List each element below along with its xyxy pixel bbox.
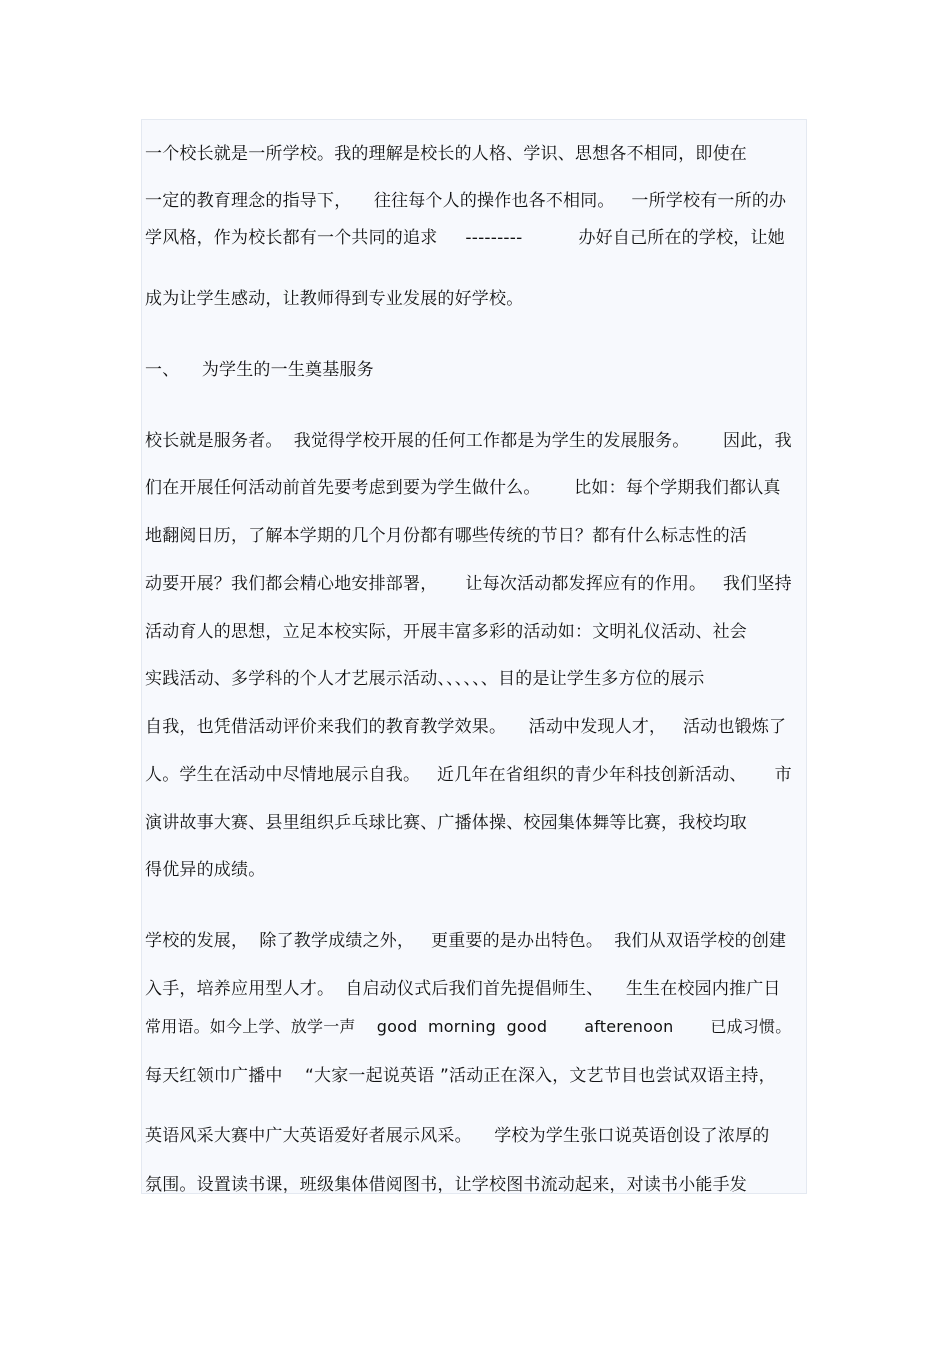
text-line: 地翻阅日历，了解本学期的几个月份都有哪些传统的节日？都有什么标志性的活 [145, 526, 747, 546]
section-heading: 一、 为学生的一生奠基服务 [145, 360, 374, 380]
text-line: 一个校长就是一所学校。我的理解是校长的人格、学识、思想各不相同，即使在 [145, 144, 747, 164]
text-line: 学校的发展， 除了教学成绩之外， 更重要的是办出特色。 我们从双语学校的创建 [145, 931, 787, 951]
text-line: 们在开展任何活动前首先要考虑到要为学生做什么。 比如：每个学期我们都认真 [145, 478, 781, 498]
text-line: 每天红领巾广播中 “大家一起说英语 ”活动正在深入，文艺节目也尝试双语主持， [145, 1066, 776, 1086]
document-page [141, 119, 807, 1194]
text-line: 入手，培养应用型人才。 自启动仪式后我们首先提倡师生、 生生在校园内推广日 [145, 979, 781, 999]
text-line: 常用语。如今上学、放学一声 good morning good afterenoon 已成习惯。 [145, 1017, 792, 1036]
text-line: 活动育人的思想，立足本校实际，开展丰富多彩的活动如：文明礼仪活动、社会 [145, 622, 747, 642]
text-line: 氛围。设置读书课，班级集体借阅图书，让学校图书流动起来，对读书小能手发 [145, 1175, 747, 1194]
text-line: 得优异的成绩。 [145, 860, 266, 880]
text-line: 校长就是服务者。 我觉得学校开展的任何工作都是为学生的发展服务。 因此，我 [145, 431, 792, 451]
text-line: 一定的教育理念的指导下， 往往每个人的操作也各不相同。 一所学校有一所的办 [145, 191, 787, 211]
text-line: 人。学生在活动中尽情地展示自我。 近几年在省组织的青少年科技创新活动、 市 [145, 765, 792, 785]
text-line: 动要开展？我们都会精心地安排部署， 让每次活动都发挥应有的作用。 我们坚持 [145, 574, 792, 594]
text-line: 英语风采大赛中广大英语爱好者展示风采。 学校为学生张口说英语创设了浓厚的 [145, 1126, 770, 1146]
text-line: 成为让学生感动，让教师得到专业发展的好学校。 [145, 289, 524, 309]
text-line: 自我，也凭借活动评价来我们的教育教学效果。 活动中发现人才， 活动也锻炼了 [145, 717, 787, 737]
text-line: 实践活动、多学科的个人才艺展示活动、、、、、、目的是让学生多方位的展示 [145, 669, 705, 689]
text-line: 演讲故事大赛、县里组织乒乓球比赛、广播体操、校园集体舞等比赛，我校均取 [145, 813, 747, 833]
text-line: 学风格，作为校长都有一个共同的追求 --------- 办好自己所在的学校，让她 [145, 228, 785, 248]
